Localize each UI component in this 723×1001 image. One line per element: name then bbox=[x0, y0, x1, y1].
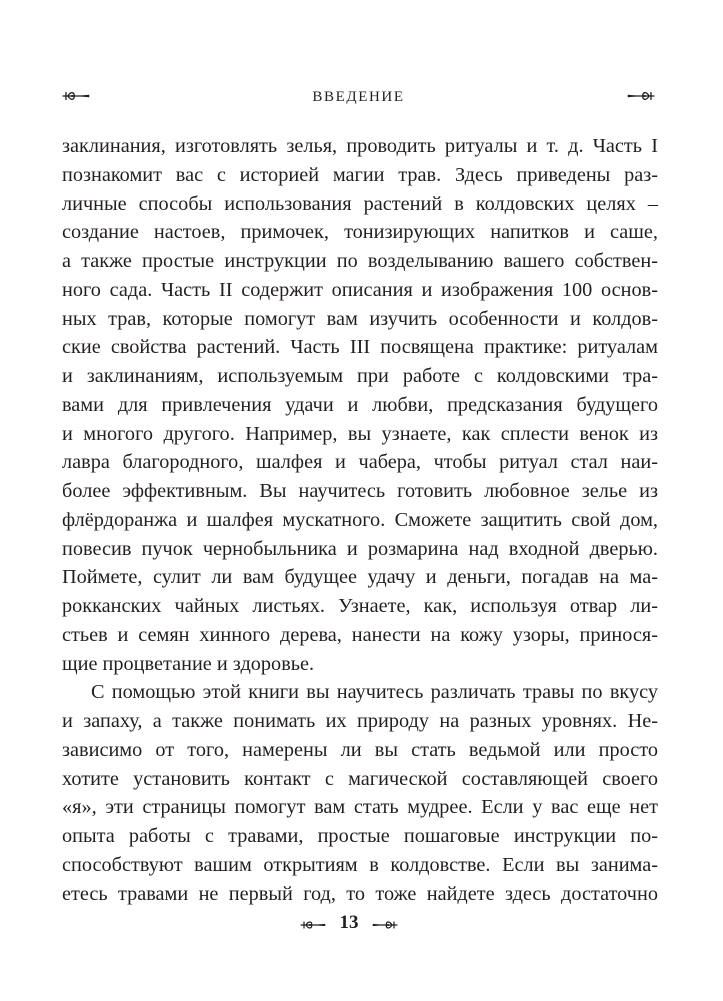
flourish-right-icon bbox=[627, 88, 655, 108]
text-line: ного сада. Часть II содержит описания и изображения 100 основ- bbox=[62, 278, 658, 301]
text-line: более эффективным. Вы научитесь готовить любовное зелье из bbox=[62, 480, 658, 502]
text-line: вами для привлечения удачи и любви, предсказания будущего bbox=[62, 393, 658, 416]
text-line: способствуют вашим открытиям в колдовстве. Если вы занима- bbox=[62, 853, 658, 876]
text-line: «я», эти страницы помогут вам стать мудрее. Если у вас еще нет bbox=[62, 796, 658, 819]
text-line: познакомит вас с историей магии трав. Здесь приведены раз- bbox=[62, 163, 658, 186]
text-line: опыта работы с травами, простые пошаговые инструкции по- bbox=[62, 825, 658, 847]
paragraph-2 bbox=[62, 678, 658, 908]
text-line: повесив пучок чернобыльника и розмарина над входной дверью. bbox=[62, 537, 658, 560]
text-line: ных трав, которые помогут вам изучить особенности и колдов- bbox=[62, 307, 658, 330]
text-line: заклинания, изготовлять зелья, проводить ритуалы и т. д. Часть I bbox=[62, 135, 658, 157]
page-number: 13 bbox=[339, 912, 359, 933]
text-line: ские свойства растений. Часть III посвящена практике: ритуалам bbox=[62, 336, 658, 359]
text-line: хотите установить контакт с магической составляющей своего bbox=[62, 767, 658, 790]
text-line: и запаху, а также понимать их природу на разных уровнях. Не- bbox=[62, 710, 658, 732]
text-line: а также простые инструкции по возделыванию вашего собствен- bbox=[62, 250, 658, 272]
page-footer bbox=[0, 911, 723, 937]
text-line: лавра благородного, шалфея и чабера, чтобы ритуал стал наи- bbox=[62, 451, 658, 474]
text-line: и заклинаниям, используемым при работе с колдовскими тра- bbox=[62, 365, 658, 387]
flourish-right-icon bbox=[372, 917, 398, 936]
body-text bbox=[62, 132, 658, 908]
text-line: и многого другого. Например, вы узнаете, как сплести венок из bbox=[62, 422, 658, 445]
text-line: личные способы использования растений в колдовских целях – bbox=[62, 192, 658, 215]
text-line: Поймете, сулит ли вам будущее удачу и деньги, погадав на ма- bbox=[62, 566, 658, 589]
text-line: етесь травами не первый год, то тоже найдете здесь достаточно bbox=[62, 882, 658, 905]
text-line: щие процветание и здоровье. bbox=[62, 652, 315, 675]
folio bbox=[300, 911, 398, 937]
text-line: флёрдоранжа и шалфея мускатного. Сможете защитить свой дом, bbox=[62, 508, 658, 531]
running-title: ВВЕДЕНИЕ bbox=[312, 89, 405, 105]
paragraph-1 bbox=[62, 132, 658, 678]
running-header bbox=[62, 86, 655, 110]
text-line: стьев и семян хинного дерева, нанести на кожу узоры, принося- bbox=[62, 623, 658, 646]
text-line: рокканских чайных листьях. Узнаете, как, используя отвар ли- bbox=[62, 595, 658, 617]
text-line: С помощью этой книги вы научитесь различать травы по вкусу bbox=[91, 681, 658, 704]
text-line: создание настоев, примочек, тонизирующих напитков и саше, bbox=[62, 221, 658, 244]
text-line: зависимо от того, намерены ли вы стать ведьмой или просто bbox=[62, 738, 658, 761]
